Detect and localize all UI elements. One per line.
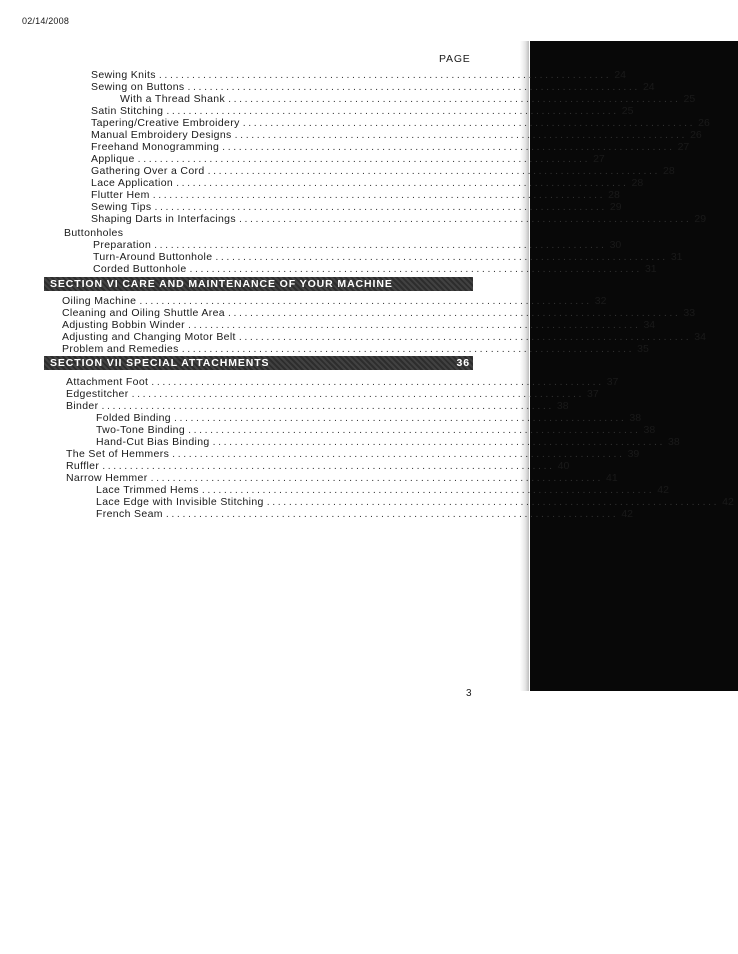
toc-entry: Problem and Remedies .................................................................................. 35: [62, 343, 649, 355]
toc-entry: Tapering/Creative Embroidery .................................................................................. 26: [91, 117, 710, 129]
toc-entry: Flutter Hem .................................................................................. 28: [91, 189, 620, 201]
toc-entry: With a Thread Shank .................................................................................. 25: [120, 93, 696, 105]
toc-entry: Corded Buttonhole .................................................................................. 31: [93, 263, 657, 275]
toc-entry: Cleaning and Oiling Shuttle Area .................................................................................. 33: [62, 307, 696, 319]
page-number: 3: [466, 688, 472, 699]
toc-entry: Hand-Cut Bias Binding .................................................................................. 38: [96, 436, 680, 448]
section-vi-header: SECTION VI CARE AND MAINTENANCE OF YOUR MACHINE: [44, 277, 473, 291]
toc-entry: Edgestitcher .................................................................................. 37: [66, 388, 599, 400]
toc-entry: Lace Application .................................................................................. 28: [91, 177, 644, 189]
toc-entry: French Seam .................................................................................. 42: [96, 508, 633, 520]
toc-entry: Gathering Over a Cord .................................................................................. 28: [91, 165, 675, 177]
toc-entry: Turn-Around Buttonhole .................................................................................. 31: [93, 251, 683, 263]
toc-entry: Folded Binding .................................................................................. 38: [96, 412, 642, 424]
toc-entry: Shaping Darts in Interfacings .................................................................................. 29: [91, 213, 707, 225]
toc-entry: Sewing on Buttons .................................................................................. 24: [91, 81, 655, 93]
toc-entry: Attachment Foot .................................................................................. 37: [66, 376, 619, 388]
toc-entry: Ruffler .................................................................................. 40: [66, 460, 570, 472]
toc-entry: Manual Embroidery Designs .................................................................................. 26: [91, 129, 702, 141]
page-column-label: PAGE: [439, 53, 471, 65]
toc-entry: Narrow Hemmer .................................................................................. 41: [66, 472, 618, 484]
toc-entry: Adjusting and Changing Motor Belt .................................................................................. 34: [62, 331, 706, 343]
toc-entry: Binder .................................................................................. 38: [66, 400, 569, 412]
toc-entry: Oiling Machine .................................................................................. 32: [62, 295, 607, 307]
toc-entry: Sewing Knits .................................................................................. 24: [91, 69, 627, 81]
toc-entry: Sewing Tips .................................................................................. 29: [91, 201, 622, 213]
toc-entry: The Set of Hemmers .................................................................................. 39: [66, 448, 640, 460]
section-vii-header: SECTION VII SPECIAL ATTACHMENTS 36: [44, 356, 473, 370]
toc-entry: Lace Trimmed Hems .................................................................................. 42: [96, 484, 669, 496]
toc-entry: Adjusting Bobbin Winder .................................................................................. 34: [62, 319, 656, 331]
scan-date: 02/14/2008: [22, 16, 70, 26]
toc-entry: Satin Stitching .................................................................................. 25: [91, 105, 634, 117]
buttonholes-heading: Buttonholes: [64, 227, 124, 239]
toc-entry: Lace Edge with Invisible Stitching .................................................................................. 42: [96, 496, 734, 508]
toc-entry: Two-Tone Binding .................................................................................. 38: [96, 424, 656, 436]
toc-entry: Preparation .................................................................................. 30: [93, 239, 622, 251]
toc-entry: Applique .................................................................................. 27: [91, 153, 605, 165]
toc-entry: Freehand Monogramming .................................................................................. 27: [91, 141, 690, 153]
